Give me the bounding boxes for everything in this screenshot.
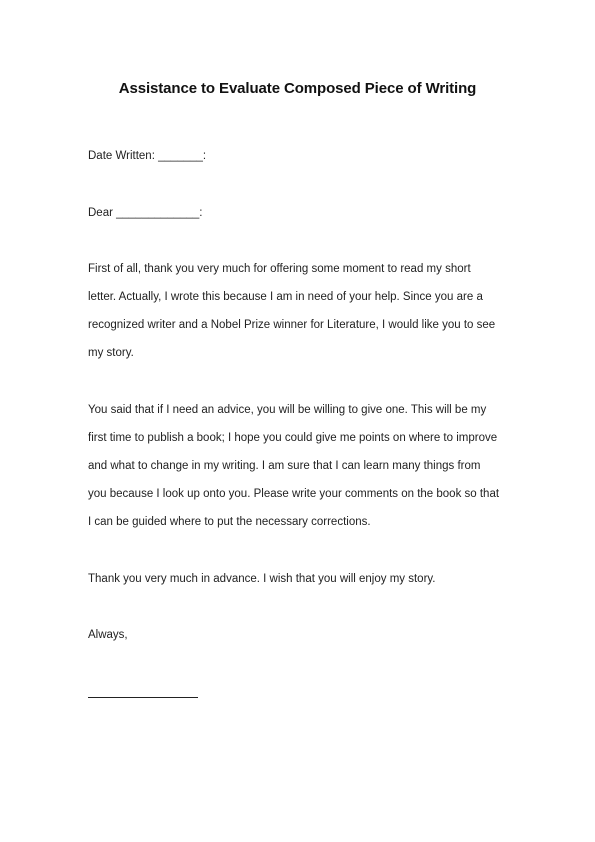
paragraph-2-line-1: You said that if I need an advice, you will be willing to give one. This will be my (88, 404, 487, 416)
paragraph-1-line-3: recognized writer and a Nobel Prize winner for Literature, I would like you to see (88, 319, 496, 331)
paragraph-2-line-2: first time to publish a book; I hope you could give me points on where to improve (88, 432, 498, 444)
paragraph-2-line-4: you because I look up onto you. Please write your comments on the book so that (88, 488, 500, 500)
paragraph-2-line-3: and what to change in my writing. I am sure that I can learn many things from (88, 460, 481, 472)
closing: Always, (88, 629, 128, 641)
signature-line (88, 697, 198, 698)
paragraph-2-line-5: I can be guided where to put the necessary corrections. (88, 516, 371, 528)
salutation: Dear _____________: (88, 207, 203, 219)
date-written-line: Date Written: _______: (88, 150, 207, 162)
paragraph-1-line-4: my story. (88, 347, 134, 359)
paragraph-3: Thank you very much in advance. I wish that you will enjoy my story. (88, 573, 436, 585)
paragraph-1-line-2: letter. Actually, I wrote this because I am in need of your help. Since you are a (88, 291, 483, 303)
paragraph-1-line-1: First of all, thank you very much for offering some moment to read my short (88, 263, 471, 275)
document-title: Assistance to Evaluate Composed Piece of Writing (118, 80, 477, 97)
